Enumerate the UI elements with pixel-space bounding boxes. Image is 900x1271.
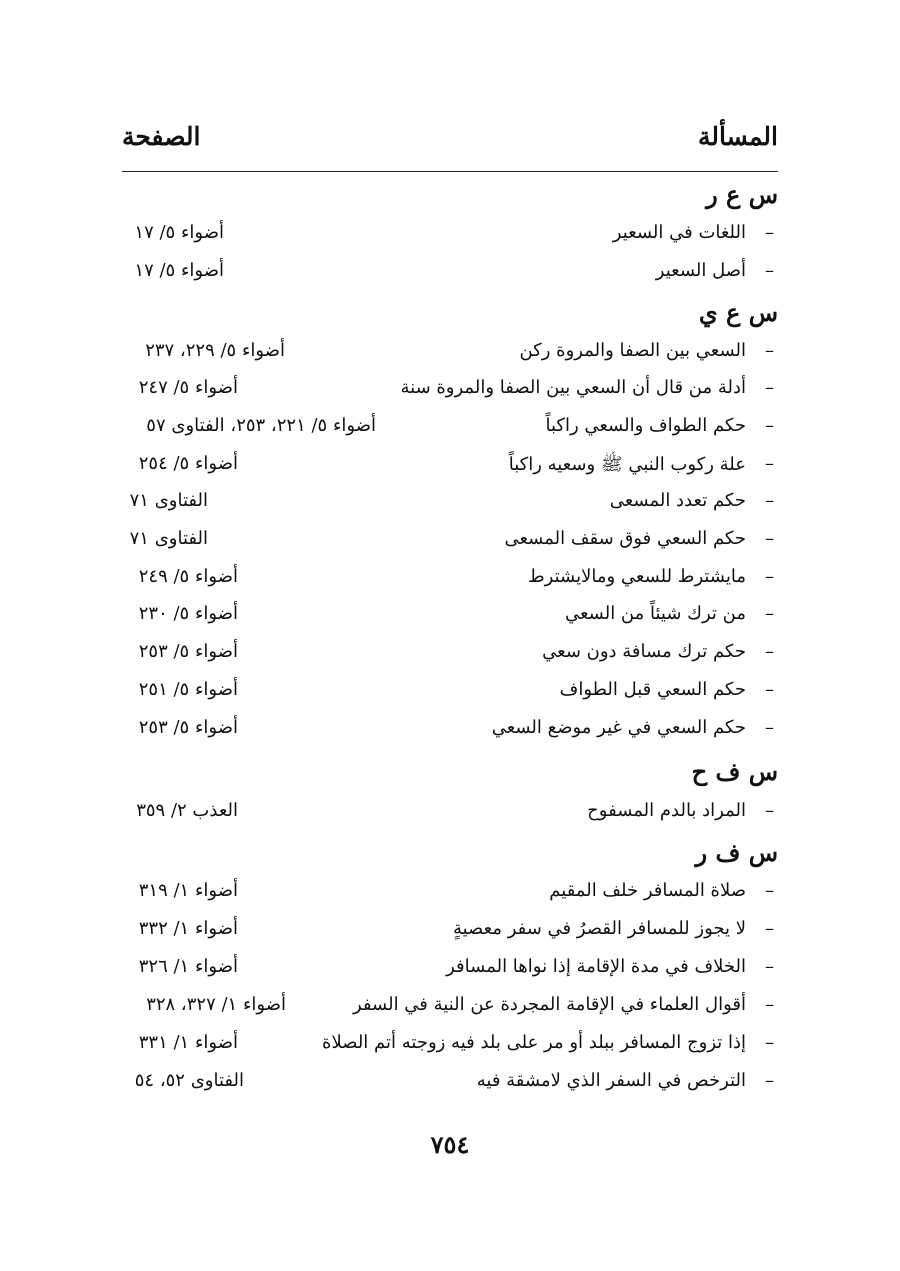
entry-text: اللغات في السعير	[612, 222, 746, 243]
page-column-heading: الصفحة	[122, 122, 201, 151]
entry-bullet: –	[765, 918, 774, 939]
page-header	[122, 122, 778, 170]
section-title: س ع ي	[698, 298, 778, 327]
entry-text: من ترك شيئاً من السعي	[564, 603, 746, 624]
entry-text: أصل السعير	[655, 260, 746, 281]
entry-bullet: –	[765, 377, 774, 398]
entry-reference: أضواء ١/ ٣١٩	[138, 880, 238, 901]
index-entry	[122, 453, 778, 483]
entry-text: مايشترط للسعي ومالايشترط	[528, 566, 746, 587]
entry-bullet: –	[765, 340, 774, 361]
index-entry	[122, 528, 778, 558]
entry-text: حكم الطواف والسعي راكباً	[545, 415, 746, 436]
entry-reference: أضواء ١/ ٣٣١	[138, 1032, 238, 1053]
entry-reference: أضواء ١/ ٣٢٦	[138, 956, 238, 977]
header-divider	[122, 171, 778, 172]
section-title: س ف ح	[691, 757, 778, 786]
index-entry	[122, 641, 778, 671]
entry-bullet: –	[765, 415, 774, 436]
entry-bullet: –	[765, 566, 774, 587]
index-entry	[122, 566, 778, 596]
entry-reference: أضواء ٥/ ١٧	[134, 222, 224, 243]
entry-bullet: –	[765, 994, 774, 1015]
issue-column-heading: المسألة	[698, 122, 778, 151]
entry-reference: أضواء ٥/ ٢٤٩	[138, 566, 238, 587]
entry-bullet: –	[765, 490, 774, 511]
entry-text: حكم السعي في غير موضع السعي	[491, 717, 746, 738]
index-entry	[122, 717, 778, 747]
index-entry	[122, 918, 778, 948]
section-title: س ف ر	[695, 838, 778, 867]
entry-text: حكم تعدد المسعى	[609, 490, 746, 511]
index-entry	[122, 415, 778, 445]
entry-bullet: –	[765, 1070, 774, 1091]
entry-reference: أضواء ٥/ ٢٥١	[138, 679, 238, 700]
index-entry	[122, 260, 778, 290]
entry-reference: أضواء ٥/ ٢٣٠	[138, 603, 238, 624]
entry-reference: أضواء ٥/ ١٧	[134, 260, 224, 281]
entry-bullet: –	[765, 956, 774, 977]
entry-bullet: –	[765, 641, 774, 662]
entry-text: حكم السعي قبل الطواف	[559, 679, 746, 700]
entry-bullet: –	[765, 679, 774, 700]
entry-text: الترخص في السفر الذي لامشقة فيه	[476, 1070, 746, 1091]
entry-text: أدلة من قال أن السعي بين الصفا والمروة سنة	[400, 377, 746, 398]
entry-reference: أضواء ٥/ ٢٢٩، ٢٣٧	[145, 340, 285, 361]
index-entry	[122, 880, 778, 910]
index-entry	[122, 490, 778, 520]
entry-reference: العذب ٢/ ٣٥٩	[136, 800, 238, 821]
entry-bullet: –	[765, 453, 774, 474]
index-entry	[122, 679, 778, 709]
index-entry	[122, 222, 778, 252]
index-entry	[122, 994, 778, 1024]
entry-text: لا يجوز للمسافر القصرُ في سفر معصيةٍ	[452, 918, 746, 939]
entry-text: علة ركوب النبي ﷺ وسعيه راكباً	[508, 454, 746, 475]
entry-reference: أضواء ١/ ٣٣٢	[138, 918, 238, 939]
entry-text: السعي بين الصفا والمروة ركن	[519, 340, 746, 361]
entry-text: صلاة المسافر خلف المقيم	[549, 880, 746, 901]
entry-bullet: –	[765, 222, 774, 243]
entry-reference: أضواء ٥/ ٢٤٧	[138, 377, 238, 398]
index-entry	[122, 340, 778, 370]
entry-reference: الفتاوى ٥٢، ٥٤	[134, 1070, 244, 1091]
entry-bullet: –	[765, 880, 774, 901]
entry-text: حكم السعي فوق سقف المسعى	[504, 528, 746, 549]
entry-text: المراد بالدم المسفوح	[587, 800, 746, 821]
entry-text: أقوال العلماء في الإقامة المجردة عن النية في السفر	[352, 994, 746, 1015]
entry-text: الخلاف في مدة الإقامة إذا نواها المسافر	[446, 956, 746, 977]
index-entry	[122, 1070, 778, 1100]
section-title: س ع ر	[706, 180, 778, 209]
entry-bullet: –	[765, 603, 774, 624]
index-entry	[122, 603, 778, 633]
entry-reference: أضواء ٥/ ٢٥٣	[138, 717, 238, 738]
entry-text: إذا تزوج المسافر ببلد أو مر على بلد فيه زوجته أتم الصلاة	[322, 1032, 746, 1053]
entry-reference: أضواء ١/ ٣٢٧، ٣٢٨	[146, 994, 286, 1015]
entry-reference: الفتاوى ٧١	[129, 490, 208, 511]
entry-reference: الفتاوى ٧١	[129, 528, 208, 549]
entry-reference: أضواء ٥/ ٢٥٣	[138, 641, 238, 662]
entry-bullet: –	[765, 717, 774, 738]
entry-bullet: –	[765, 800, 774, 821]
index-entry	[122, 956, 778, 986]
page-number: ٧٥٤	[430, 1130, 470, 1159]
entry-bullet: –	[765, 528, 774, 549]
index-entry	[122, 377, 778, 407]
entry-reference: أضواء ٥/ ٢٥٤	[138, 453, 238, 474]
entry-text: حكم ترك مسافة دون سعي	[542, 641, 746, 662]
index-entry	[122, 800, 778, 830]
entry-bullet: –	[765, 260, 774, 281]
entry-reference: أضواء ٥/ ٢٢١، ٢٥٣، الفتاوى ٥٧	[146, 415, 376, 436]
index-entry	[122, 1032, 778, 1062]
entry-bullet: –	[765, 1032, 774, 1053]
